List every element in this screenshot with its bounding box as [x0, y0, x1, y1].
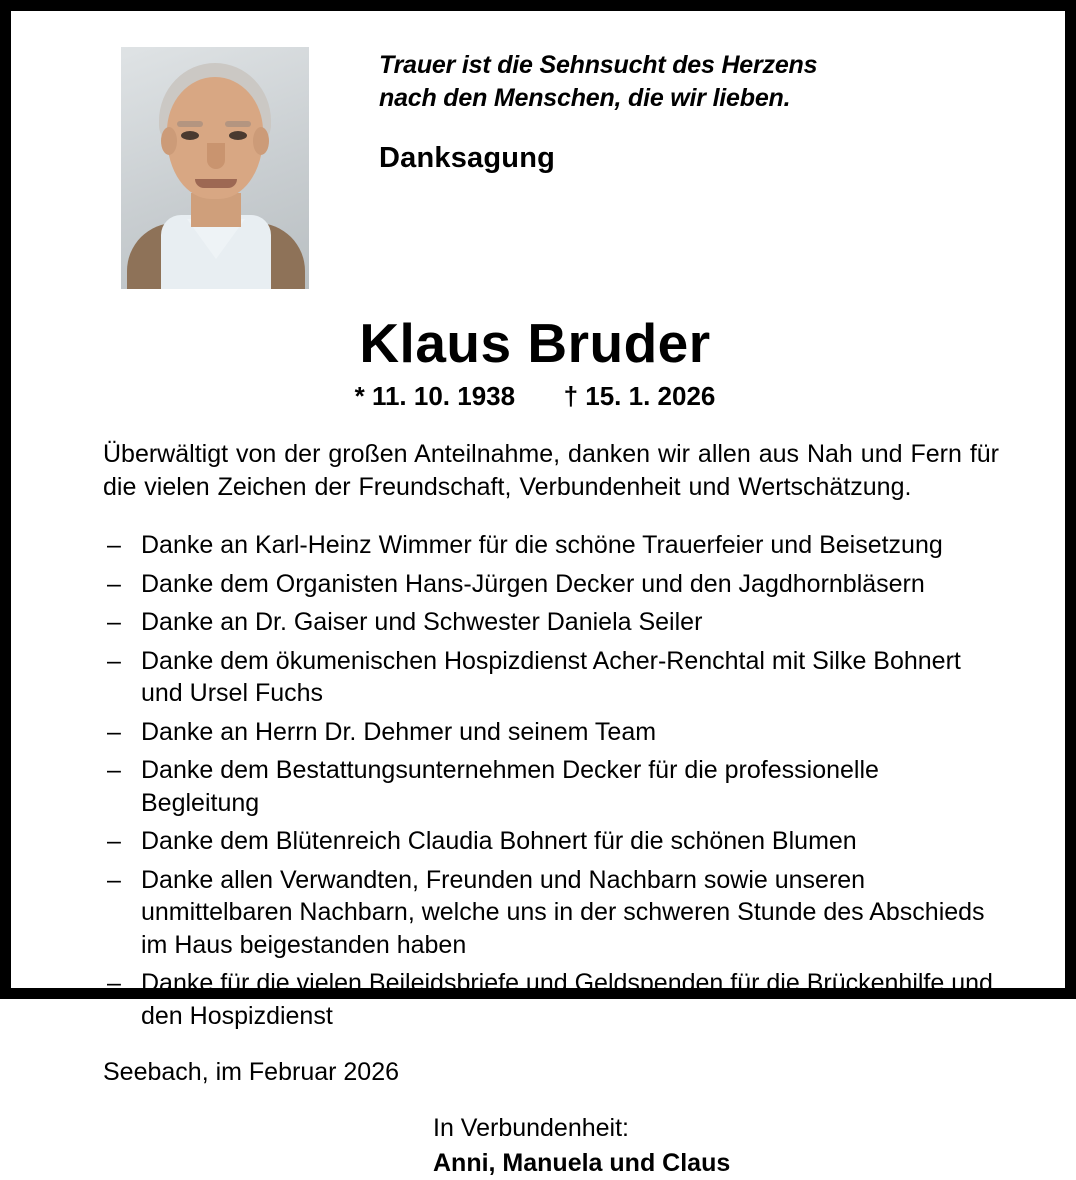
birth-date: * 11. 10. 1938 [355, 381, 515, 411]
list-item-text: Danke allen Verwandten, Freunden und Nachbarn sowie unseren unmittelbaren Nachbarn, welche uns in der schweren Stunde des Abschieds im Haus beigestanden haben [141, 866, 985, 959]
list-item [103, 529, 1003, 562]
obituary-header [97, 39, 1003, 289]
closing-block [433, 1111, 1003, 1180]
list-item [103, 967, 1003, 1032]
portrait-eye-right [229, 131, 247, 140]
intro-paragraph: Überwältigt von der großen Anteilnahme, danken wir allen aus Nah und Fern für die vielen Zeichen der Freundschaft, Verbundenheit und Wertschätzung. [103, 438, 999, 503]
portrait-brow-left [177, 121, 203, 127]
portrait-mouth [195, 179, 237, 188]
list-item [103, 568, 1003, 601]
list-item-text: Danke für die vielen Beileidsbriefe und Geldspenden für die Brückenhilfe und den Hospizdienst [141, 969, 993, 1030]
portrait-eye-left [181, 131, 199, 140]
portrait-ear-left [161, 127, 177, 155]
obituary-inner [39, 33, 1037, 978]
portrait-ear-right [253, 127, 269, 155]
portrait-nose [207, 143, 225, 169]
closing-label: In Verbundenheit: [433, 1111, 1003, 1146]
death-date: † 15. 1. 2026 [564, 381, 716, 411]
bullet-dash-icon: – [107, 645, 121, 678]
list-item [103, 606, 1003, 639]
list-item [103, 716, 1003, 749]
list-item [103, 645, 1003, 710]
portrait-photo-icon [121, 47, 309, 289]
life-dates [67, 381, 1003, 412]
list-item [103, 864, 1003, 962]
list-item-text: Danke an Karl-Heinz Wimmer für die schöne Trauerfeier und Beisetzung [141, 531, 943, 559]
place-and-date: Seebach, im Februar 2026 [103, 1058, 1003, 1087]
list-item-text: Danke an Herrn Dr. Dehmer und seinem Team [141, 718, 656, 746]
portrait-container [97, 39, 309, 289]
bullet-dash-icon: – [107, 967, 121, 1000]
family-names: Anni, Manuela und Claus [433, 1146, 1003, 1180]
list-item-text: Danke dem Blütenreich Claudia Bohnert für die schönen Blumen [141, 827, 857, 855]
bullet-dash-icon: – [107, 606, 121, 639]
list-item [103, 825, 1003, 858]
list-item-text: Danke dem Organisten Hans-Jürgen Decker und den Jagdhornbläsern [141, 570, 925, 598]
bullet-dash-icon: – [107, 754, 121, 787]
deceased-name: Klaus Bruder [67, 311, 1003, 375]
motto-line-2: nach den Menschen, die wir lieben. [379, 82, 1003, 115]
bullet-dash-icon: – [107, 568, 121, 601]
bullet-dash-icon: – [107, 529, 121, 562]
portrait-brow-right [225, 121, 251, 127]
header-text-block [309, 39, 1003, 175]
thanks-list [103, 529, 1003, 1032]
list-item [103, 754, 1003, 819]
bullet-dash-icon: – [107, 716, 121, 749]
motto-line-1: Trauer ist die Sehnsucht des Herzens [379, 49, 1003, 82]
list-item-text: Danke an Dr. Gaiser und Schwester Daniela Seiler [141, 608, 702, 636]
list-item-text: Danke dem ökumenischen Hospizdienst Acher-Renchtal mit Silke Bohnert und Ursel Fuchs [141, 647, 961, 708]
bullet-dash-icon: – [107, 864, 121, 897]
bullet-dash-icon: – [107, 825, 121, 858]
list-item-text: Danke dem Bestattungsunternehmen Decker für die professionelle Begleitung [141, 756, 879, 817]
motto [379, 49, 1003, 114]
page-title: Danksagung [379, 142, 1003, 175]
